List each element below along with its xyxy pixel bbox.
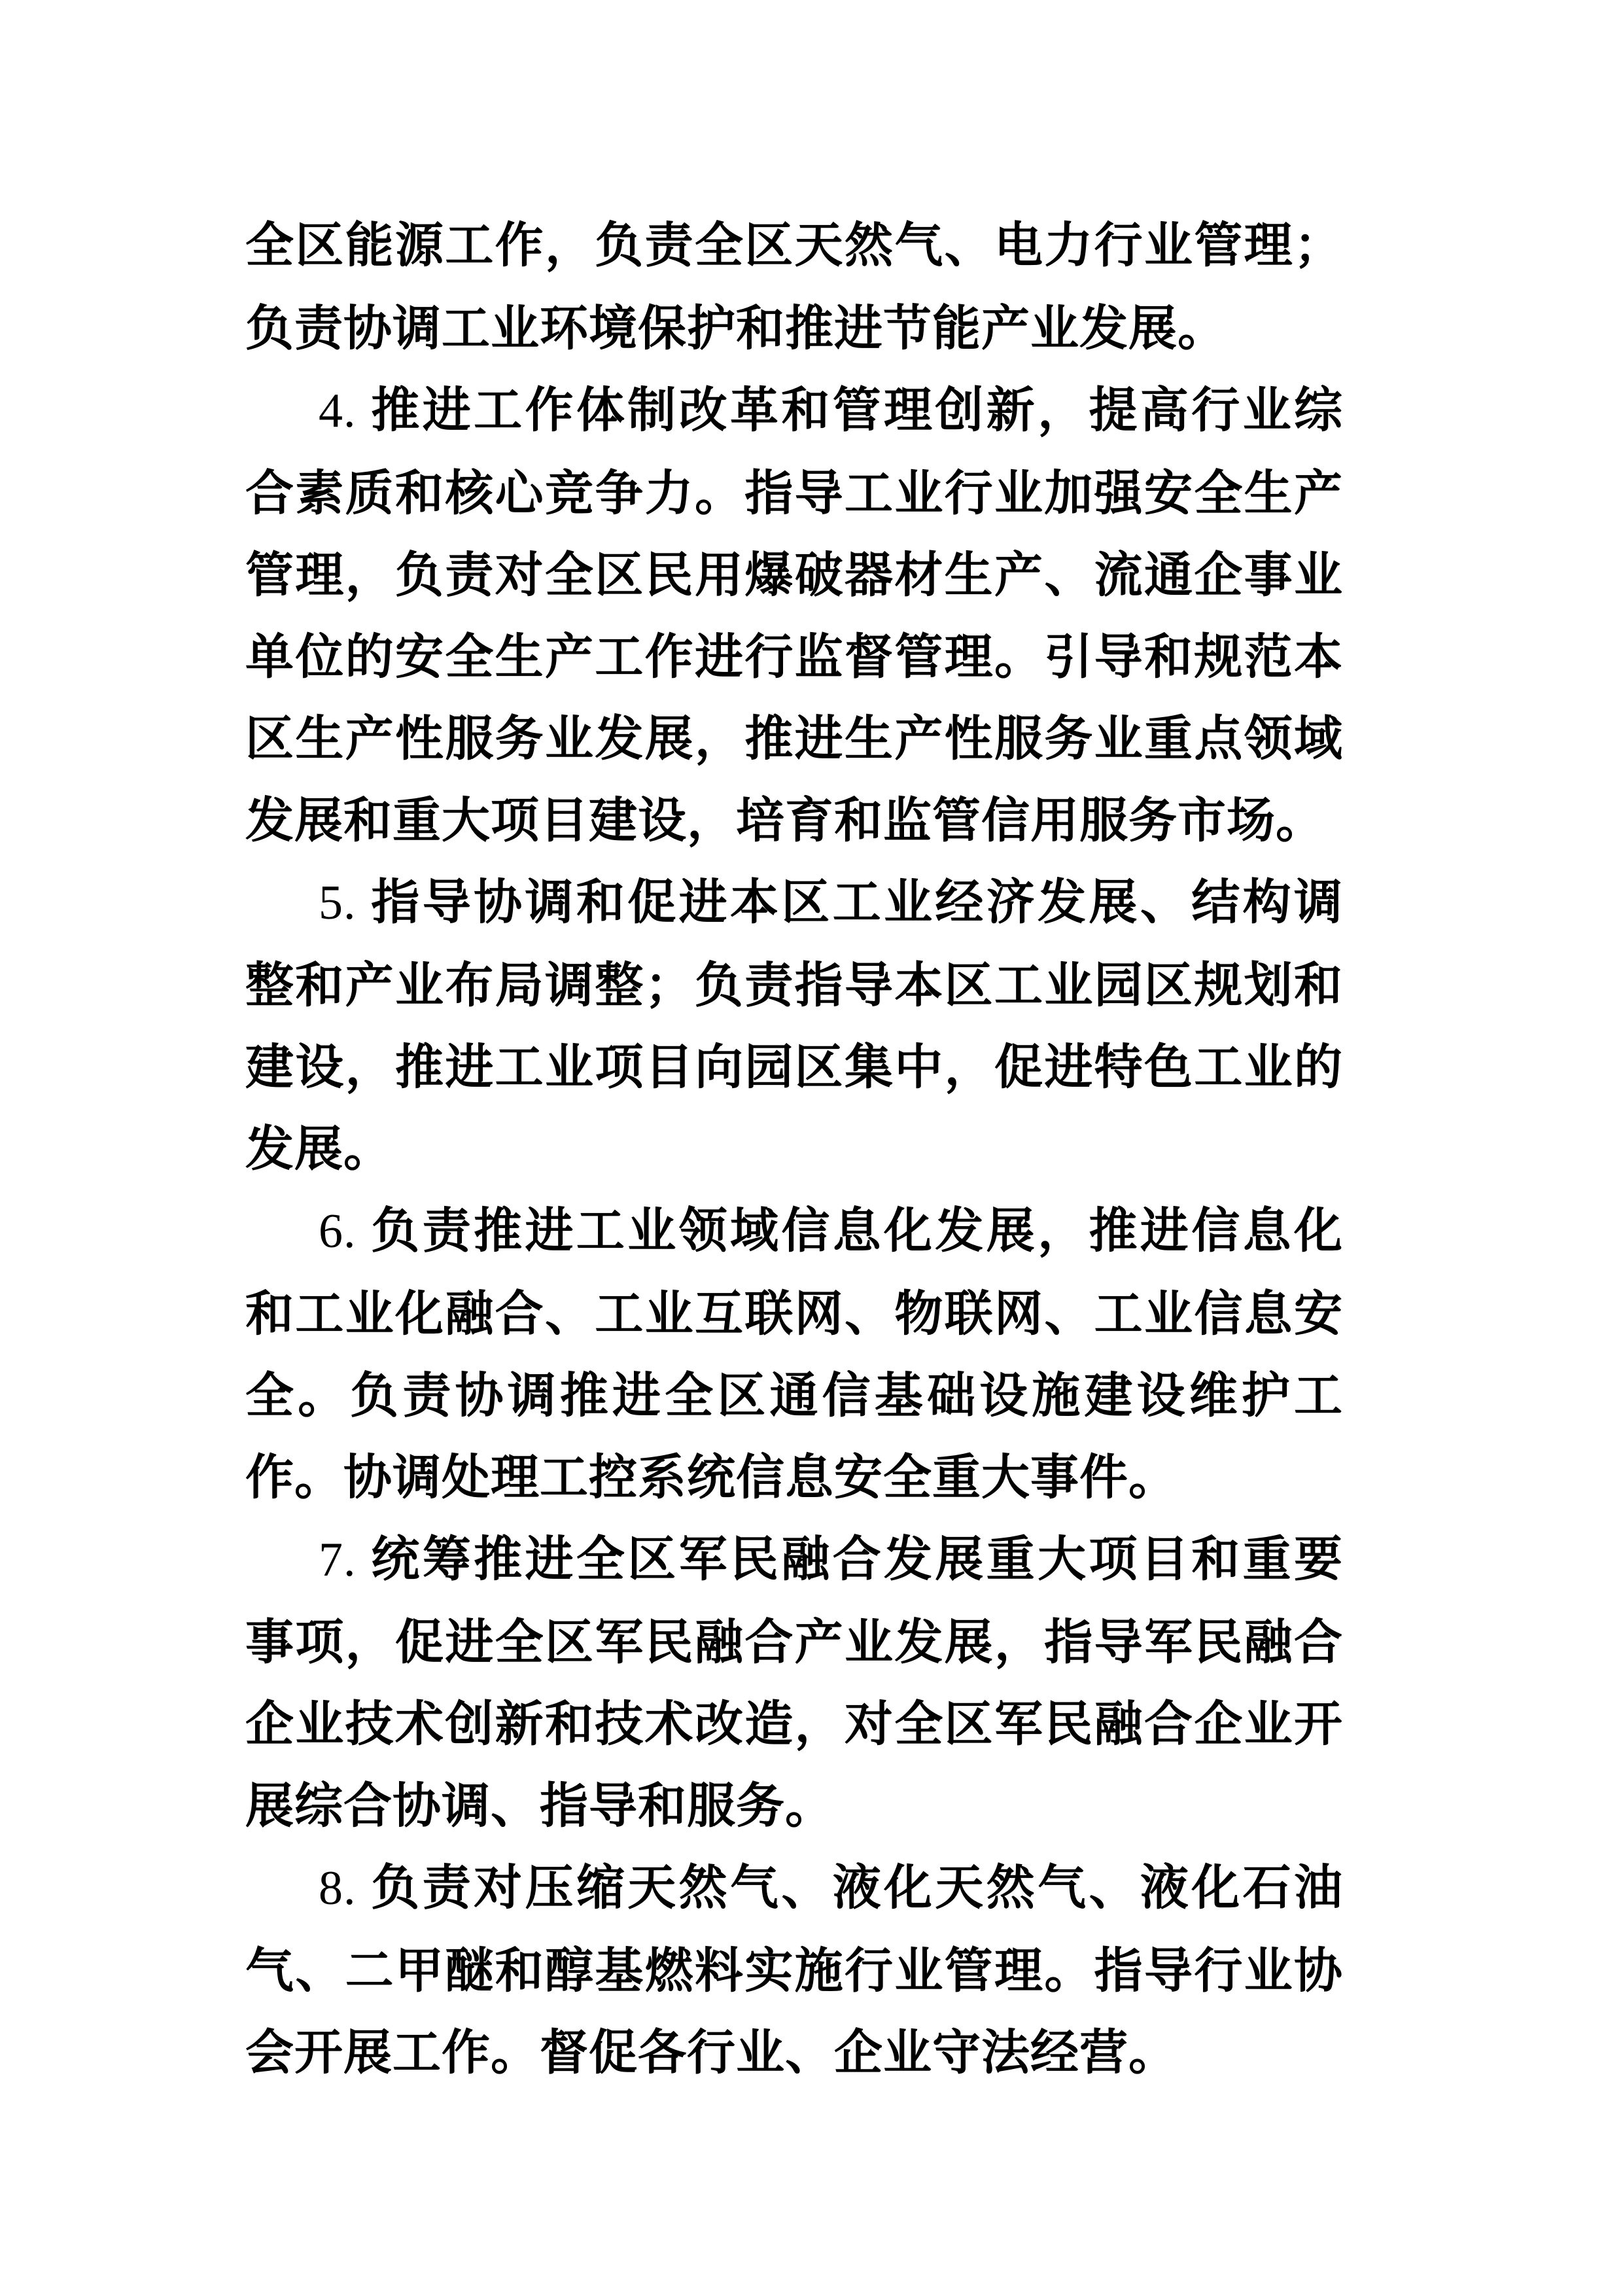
paragraph-text: 负责推进工业领域信息化发展，推进信息化和工业化融合、工业互联网、物联网、工业信息安全。负责协调推进全区通信基础设施建设维护工作。协调处理工控系统信息安全重大事件。 [245, 1203, 1344, 1504]
paragraph-item-4 [245, 369, 1343, 861]
paragraph-number: 4. [319, 384, 372, 438]
paragraph-text: 指导协调和促进本区工业经济发展、结构调整和产业布局调整；负责指导本区工业园区规划和建设，推进工业项目向园区集中，促进特色工业的发展。 [245, 875, 1344, 1176]
paragraph-text: 推进工作体制改革和管理创新，提高行业综合素质和核心竞争力。指导工业行业加强安全生产管理，负责对全区民用爆破器材生产、流通企事业单位的安全生产工作进行监督管理。引导和规范本区生产性服务业发展，推进生产性服务业重点领域发展和重大项目建设，培育和监管信用服务市场。 [245, 383, 1344, 847]
paragraph-item-5 [245, 861, 1343, 1190]
paragraph-number: 6. [319, 1205, 372, 1258]
paragraph-number: 5. [319, 876, 372, 930]
paragraph-item-8 [245, 1846, 1343, 2093]
paragraph-number: 8. [319, 1862, 372, 1915]
paragraph-text: 统筹推进全区军民融合发展重大项目和重要事项，促进全区军民融合产业发展，指导军民融合企业技术创新和技术改造，对全区军民融合企业开展综合协调、指导和服务。 [245, 1532, 1344, 1833]
paragraph-text: 全区能源工作，负责全区天然气、电力行业管理；负责协调工业环境保护和推进节能产业发展。 [245, 218, 1343, 355]
paragraph-item-6 [245, 1190, 1343, 1518]
text-block [245, 204, 1343, 2093]
paragraph-number: 7. [319, 1533, 372, 1587]
paragraph-continuation [245, 204, 1343, 369]
paragraph-text: 负责对压缩天然气、液化天然气、液化石油气、二甲醚和醇基燃料实施行业管理。指导行业协会开展工作。督促各行业、企业守法经营。 [245, 1860, 1344, 2079]
paragraph-item-7 [245, 1518, 1343, 1846]
